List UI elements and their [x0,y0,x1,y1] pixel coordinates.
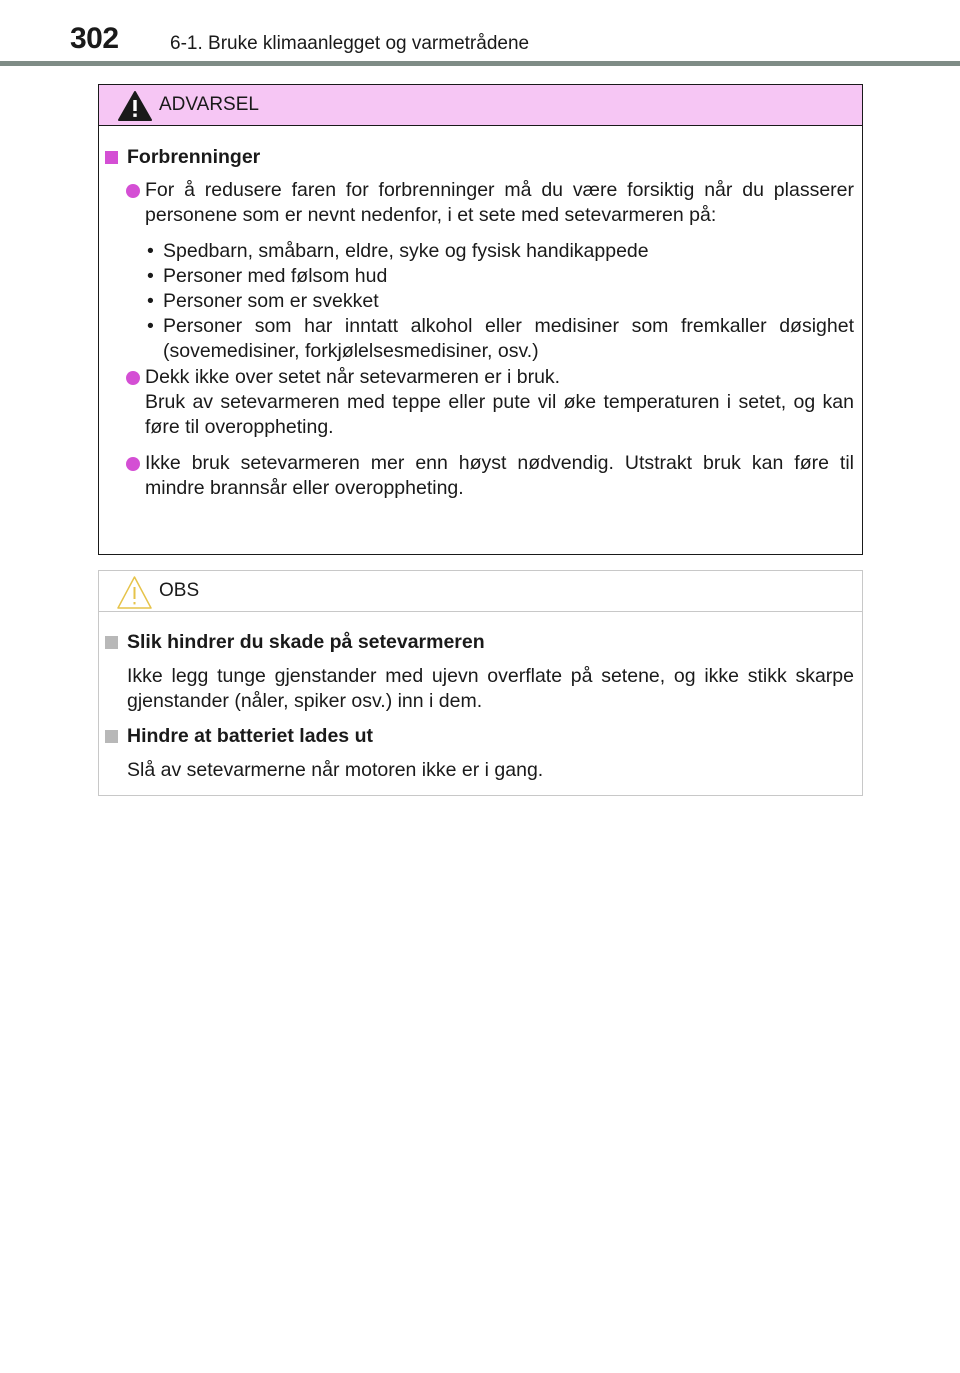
sublist-item: • Spedbarn, småbarn, eldre, syke og fysisk handikappede [147,240,649,262]
warning-item-text: Bruk av setevarmeren med teppe eller pute vil øke temperaturen i setet, og kan føre til overoppheting. [145,391,854,438]
square-bullet-icon [105,730,118,743]
warning-item [103,451,854,501]
warning-box-body [99,126,862,501]
circle-bullet-icon [126,371,140,385]
notice-heading-text: Hindre at batteriet lades ut [127,725,373,747]
dot-bullet-icon: • [147,290,154,312]
header-rule [0,61,960,66]
notice-label: OBS [159,580,200,601]
notice-paragraph: Slå av setevarmerne når motoren ikke er i gang. [127,759,544,781]
notice-box-body [99,612,862,783]
circle-bullet-icon [126,184,140,198]
dot-bullet-icon: • [147,315,154,337]
notice-paragraph: Ikke legg tunge gjenstander med ujevn overflate på setene, og ikke stikk skarpe gjenstander (nåler, spiker osv.) inn i dem. [127,665,854,712]
warning-heading [103,145,854,170]
sublist-item: • Personer som er svekket [147,290,379,312]
warning-item-text: For å redusere faren for forbrenninger må du være forsiktig når du plasserer personene som er nevnt nedenfor, i et sete med setevarmeren på: [145,179,854,226]
notice-box [98,570,863,796]
warning-item-text: Ikke bruk setevarmeren mer enn høyst nødvendig. Utstrakt bruk kan føre til mindre brannsår eller overoppheting. [145,452,854,499]
square-bullet-icon [105,151,118,164]
warning-box [98,84,863,555]
notice-heading [103,630,854,655]
section-title: 6-1. Bruke klimaanlegget og varmetrådene [170,33,530,54]
dot-bullet-icon: • [147,240,154,262]
sublist-item: • Personer med følsom hud [147,265,388,287]
warning-item [103,365,854,440]
warning-item-text: Dekk ikke over setet når setevarmeren er i bruk. [145,366,561,388]
circle-bullet-icon [126,457,140,471]
notice-box-header [99,571,862,612]
page-number: 302 [70,22,119,55]
warning-item [103,178,854,228]
page-header [0,0,960,66]
warning-triangle-icon [117,90,153,122]
sublist-item: • Personer som har inntatt alkohol eller medisiner som fremkaller døsighet (sovemedisiner, forkjølelsesmedisiner, osv.) [147,315,854,362]
warning-label: ADVARSEL [159,94,259,115]
notice-heading [103,724,854,749]
warning-box-header [99,85,862,126]
caution-triangle-icon [116,575,153,610]
notice-heading-text: Slik hindrer du skade på setevarmeren [127,631,485,653]
square-bullet-icon [105,636,118,649]
warning-sublist [103,239,854,364]
dot-bullet-icon: • [147,265,154,287]
warning-heading-text: Forbrenninger [127,146,261,168]
